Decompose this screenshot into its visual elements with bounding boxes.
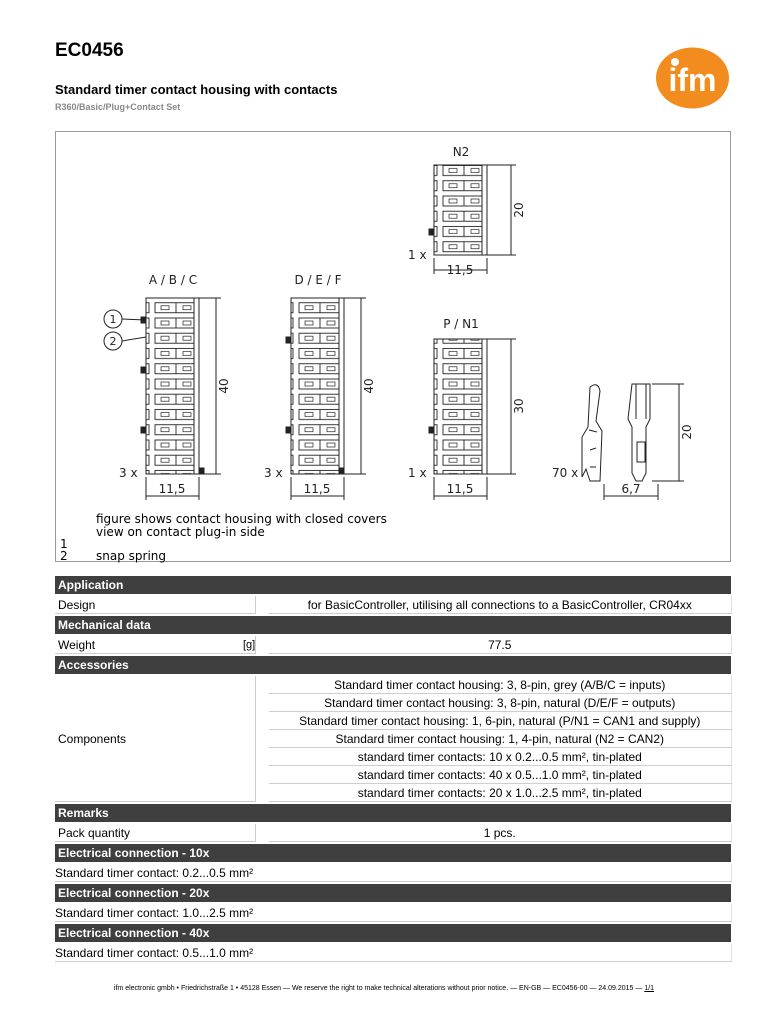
dim-width-n2: 11,5 (446, 263, 474, 277)
weight-label: Weight (55, 636, 243, 654)
figure-caption-1: figure shows contact housing with closed covers (96, 512, 387, 526)
section-application: Application (55, 576, 731, 594)
elec-20x-text: Standard timer contact: 1.0...2.5 mm² (55, 904, 731, 922)
footer (0, 985, 768, 992)
section-mechanical: Mechanical data (55, 616, 731, 634)
elec-10x-text: Standard timer contact: 0.2...0.5 mm² (55, 864, 731, 882)
spec-table (55, 576, 732, 962)
contact-drawing (582, 384, 650, 481)
label-abc: A / B / C (148, 273, 198, 287)
dim-height-contact: 20 (680, 424, 694, 440)
housing-def (286, 298, 344, 474)
product-title: Standard timer contact housing with contacts (55, 82, 338, 97)
ifm-logo (655, 47, 730, 109)
dim-height-n2: 20 (512, 202, 526, 218)
weight-value: 77.5 (269, 636, 731, 654)
housing-pn1 (429, 339, 487, 474)
dimension-drawing (55, 131, 731, 562)
qty-pn1: 1 x (408, 466, 427, 480)
legend-1-number: 1 (60, 537, 68, 551)
qty-contact: 70 x (552, 466, 579, 480)
weight-unit: [g] (243, 636, 255, 654)
figure-caption-2: view on contact plug-in side (96, 525, 265, 539)
dim-width-def: 11,5 (303, 482, 331, 496)
design-value: for BasicController, utilising all connections to a BasicController, CR04xx (269, 596, 731, 614)
label-def: D / E / F (294, 273, 342, 287)
dim-width-contact: 6,7 (621, 482, 641, 496)
housing-n2 (429, 165, 487, 255)
housing-abc (141, 298, 204, 474)
section-elec-40x: Electrical connection - 40x (55, 924, 731, 942)
component-item: standard timer contacts: 20 x 1.0...2.5 mm², tin-plated (269, 784, 731, 802)
category-path: R360/Basic/Plug+Contact Set (55, 102, 181, 112)
component-item: Standard timer contact housing: 1, 4-pin, natural (N2 = CAN2) (269, 730, 731, 748)
footer-text: ifm electronic gmbh • Friedrichstraße 1 • 45128 Essen — We reserve the right to make technical alterations without prior notice. — EN-GB — EC0456-00 — 24.09.2015 — (113, 985, 643, 992)
dim-width-abc: 11,5 (158, 482, 186, 496)
component-item: Standard timer contact housing: 1, 6-pin, natural (P/N1 = CAN1 and supply) (269, 712, 731, 730)
component-item: standard timer contacts: 10 x 0.2...0.5 mm², tin-plated (269, 748, 731, 766)
logo-text: ifm (668, 62, 717, 98)
components-label: Components (55, 676, 243, 802)
component-item: standard timer contacts: 40 x 0.5...1.0 mm², tin-plated (269, 766, 731, 784)
pack-quantity-label: Pack quantity (55, 824, 243, 842)
section-elec-10x: Electrical connection - 10x (55, 844, 731, 862)
callout-2: 2 (109, 335, 117, 348)
product-code: EC0456 (55, 40, 124, 61)
legend-2-number: 2 (60, 549, 68, 563)
dim-height-abc: 40 (217, 378, 231, 394)
design-label: Design (55, 596, 243, 614)
dim-height-pn1: 30 (512, 398, 526, 414)
component-item: Standard timer contact housing: 3, 8-pin, grey (A/B/C = inputs) (269, 676, 731, 694)
section-accessories: Accessories (55, 656, 731, 674)
qty-n2: 1 x (408, 248, 427, 262)
label-pn1: P / N1 (443, 317, 479, 331)
section-elec-20x: Electrical connection - 20x (55, 884, 731, 902)
section-remarks: Remarks (55, 804, 731, 822)
qty-abc: 3 x (119, 466, 138, 480)
component-item: Standard timer contact housing: 3, 8-pin, natural (D/E/F = outputs) (269, 694, 731, 712)
label-n2: N2 (452, 145, 470, 159)
callout-1: 1 (109, 313, 117, 326)
page-number: 1/1 (644, 985, 655, 992)
dim-height-def: 40 (362, 378, 376, 394)
qty-def: 3 x (264, 466, 283, 480)
elec-40x-text: Standard timer contact: 0.5...1.0 mm² (55, 944, 731, 962)
pack-quantity-value: 1 pcs. (269, 824, 731, 842)
dim-width-pn1: 11,5 (446, 482, 474, 496)
legend-2-text: snap spring (96, 549, 167, 563)
